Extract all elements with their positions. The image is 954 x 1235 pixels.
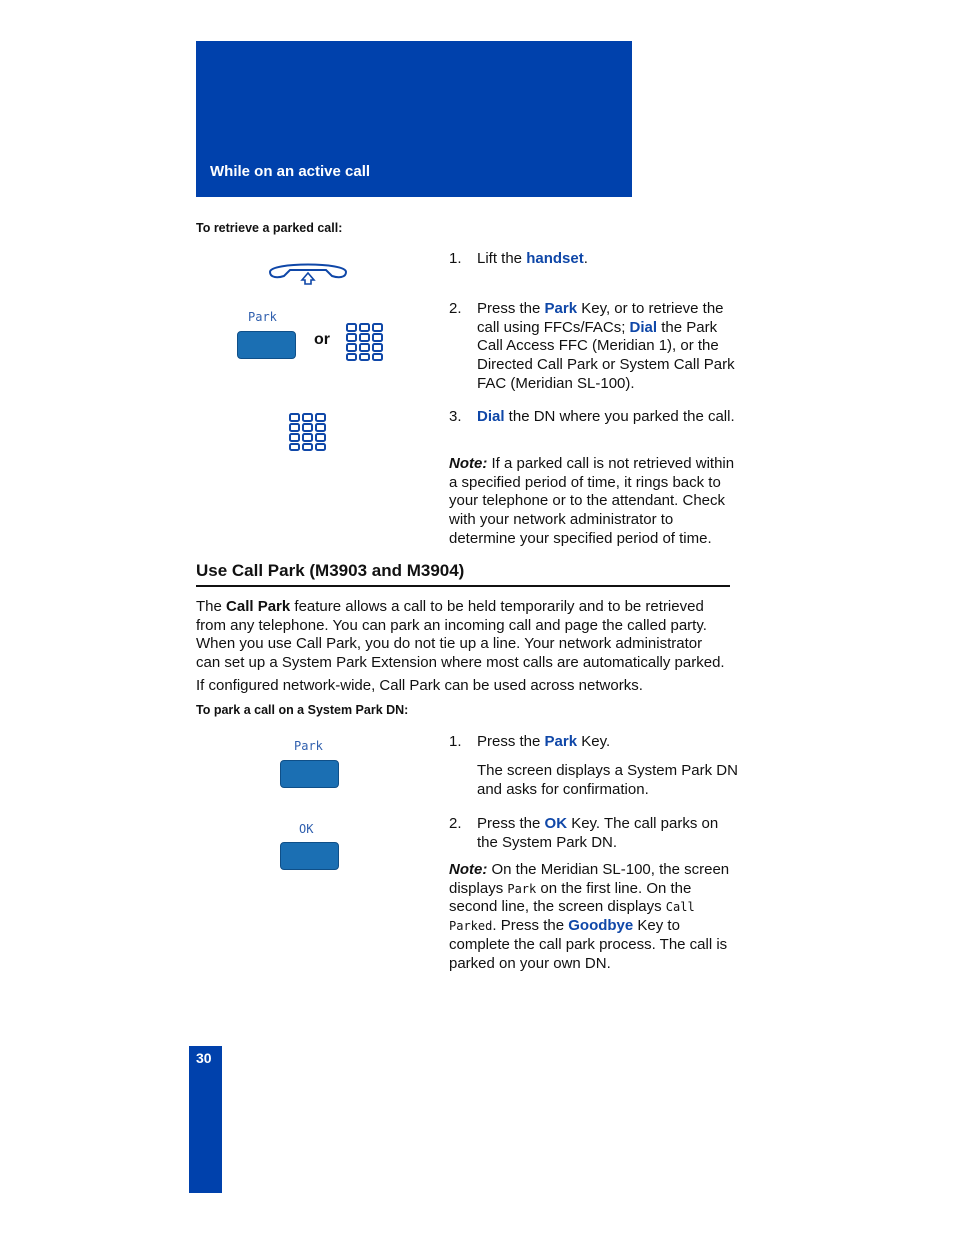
step-text <box>477 733 739 752</box>
keyword-park: Park <box>544 733 578 750</box>
note-text: . Press the <box>492 917 569 935</box>
section-paragraph-1 <box>196 598 730 673</box>
step-text-post: Key. The call parks on the System Park DN. <box>477 815 719 851</box>
call-park-term: Call Park <box>226 598 291 615</box>
step-text-pre: Press the <box>477 300 545 317</box>
retrieve-step-1 <box>449 250 739 270</box>
display-text-park: Park <box>507 881 537 896</box>
step-text <box>477 408 739 427</box>
softkey-label-park: Park <box>294 739 323 753</box>
softkey-label-park: Park <box>248 310 277 324</box>
step-text-pre: Press the <box>477 733 545 750</box>
step-number: 3. <box>449 408 462 425</box>
note-text: on the first line. On the second line, the screen displays <box>449 879 692 916</box>
step-text <box>477 815 739 852</box>
keyword-ok: OK <box>544 815 568 832</box>
step-text <box>477 300 739 394</box>
step-text-pre: Lift the <box>477 250 527 267</box>
display-text-call-parked: Call Parked <box>449 900 695 934</box>
retrieve-step-3 <box>449 408 739 448</box>
or-label: or <box>314 331 330 348</box>
park-dn-step-1 <box>449 733 739 753</box>
section-paragraph-2: If configured network-wide, Call Park can be used across networks. <box>196 677 643 694</box>
para-text: The <box>196 598 227 615</box>
dialpad-icon <box>288 412 328 452</box>
para-text: feature allows a call to be held temporarily and to be retrieved from any telephone. You can park an incoming call and page the called party. When you use Call Park, you do not tie up a line. Your network administrator can set up a System Park Extension where most calls are automatically parked. <box>196 598 725 672</box>
step-text-mid: Key, or to retrieve the call using FFCs/FACs; <box>477 300 724 336</box>
keyword-dial: Dial <box>629 318 658 336</box>
step-text-post: Key. <box>577 733 611 750</box>
step-text-post: the Park Call Access FFC (Meridian 1), or the Directed Call Park or System Call Park FAC (Meridian SL-100). <box>477 318 735 392</box>
step-number: 1. <box>449 250 462 267</box>
note-text: On the Meridian SL-100, the screen displays <box>449 861 730 897</box>
park-softkey-button[interactable] <box>237 331 296 359</box>
retrieve-subheading: To retrieve a parked call: <box>196 221 343 235</box>
keyword-goodbye: Goodbye <box>568 917 634 935</box>
header-title: While on an active call <box>210 163 371 180</box>
dialpad-icon <box>345 322 385 362</box>
ok-softkey-button[interactable] <box>280 842 339 870</box>
park-dn-note <box>449 861 739 973</box>
note-text: If a parked call is not retrieved within a specified period of time, it rings back to your telephone or to the attendant. Check with your network administrator to determine your specified period of time. <box>449 455 735 547</box>
section-divider <box>196 585 730 587</box>
page-number: 30 <box>196 1050 212 1066</box>
retrieve-step-2 <box>449 300 739 395</box>
note-label: Note: <box>449 455 488 472</box>
step-number: 2. <box>449 815 462 832</box>
page-tab <box>189 1046 222 1193</box>
step-number: 1. <box>449 733 462 750</box>
park-softkey-button[interactable] <box>280 760 339 788</box>
step-text <box>477 250 739 269</box>
note-text: Key to complete the call park process. The call is parked on your own DN. <box>449 917 728 972</box>
keyword-dial: Dial <box>477 408 505 425</box>
section-heading: Use Call Park (M3903 and M3904) <box>196 561 465 580</box>
keyword-handset: handset <box>526 250 584 267</box>
step-text-post: the DN where you parked the call. <box>504 408 735 425</box>
note-label: Note: <box>449 861 488 878</box>
softkey-label-ok: OK <box>299 822 314 836</box>
park-dn-subheading: To park a call on a System Park DN: <box>196 703 409 717</box>
handset-icon <box>266 256 350 286</box>
keyword-park: Park <box>544 300 578 317</box>
step-text-post: . <box>583 250 588 267</box>
step-text-pre: Press the <box>477 815 545 832</box>
park-dn-step-1-detail: The screen displays a System Park DN and asks for confirmation. <box>477 762 738 798</box>
step-number: 2. <box>449 300 462 317</box>
park-dn-step-2 <box>449 815 739 855</box>
retrieve-note <box>449 455 739 549</box>
